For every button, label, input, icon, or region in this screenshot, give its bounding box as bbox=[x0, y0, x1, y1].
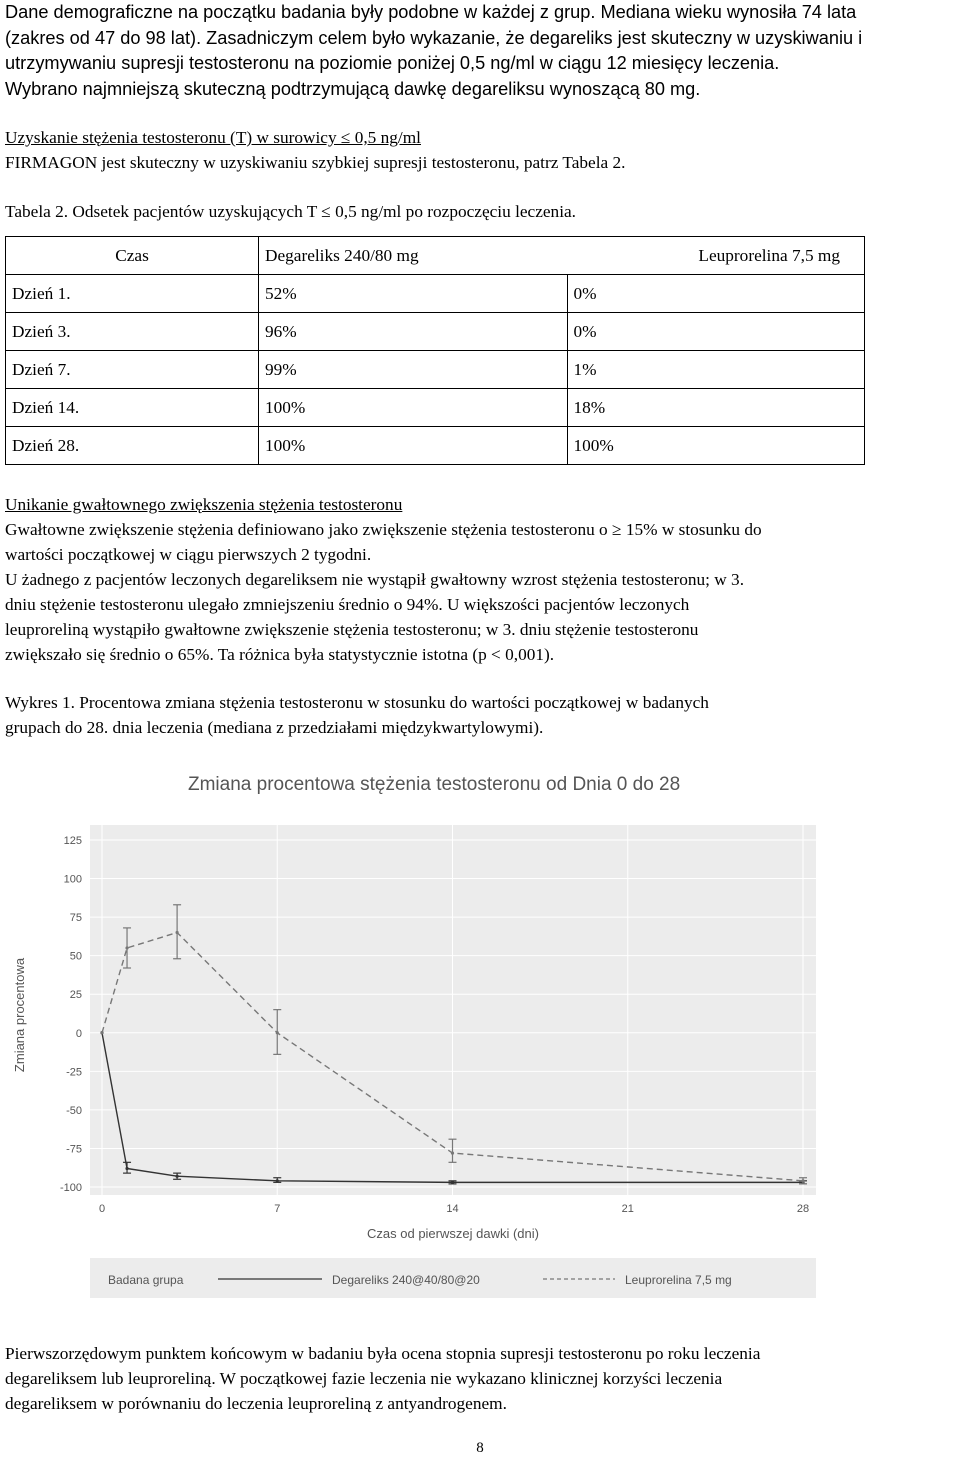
data-point bbox=[100, 1031, 103, 1034]
section-flare-avoidance bbox=[5, 492, 957, 667]
x-tick-label: 14 bbox=[446, 1203, 459, 1215]
intro-line: Wybrano najmniejszą skuteczną podtrzymującą dawkę degareliksu wynoszącą 80 mg. bbox=[5, 78, 701, 99]
section-line: Gwałtowne zwiększenie stężenia definiowano jako zwiększenie stężenia testosteronu o ≥ 15% w stosunku do bbox=[5, 520, 762, 539]
section-line: U żadnego z pacjentów leczonych degareliksem nie wystąpił gwałtowny wzrost stężenia testosteronu; w 3. bbox=[5, 570, 745, 589]
table-cell: 0% bbox=[567, 313, 865, 351]
intro-line: Dane demograficzne na początku badania były podobne w każdej z grup. Mediana wieku wynosiła 74 lata bbox=[5, 2, 857, 22]
y-tick-label: 100 bbox=[63, 873, 82, 886]
legend-title: Badana grupa bbox=[108, 1273, 184, 1287]
table-row bbox=[6, 275, 865, 313]
conclusion-line: degareliksem w porównaniu do leczenia leuproreliną z antyandrogenem. bbox=[5, 1394, 507, 1413]
y-tick-label: -25 bbox=[66, 1066, 82, 1079]
x-axis-label: Czas od pierwszej dawki (dni) bbox=[367, 1226, 539, 1241]
y-tick-label: 0 bbox=[75, 1027, 82, 1040]
y-tick-label: 25 bbox=[69, 989, 82, 1002]
y-axis-label: Zmiana procentowa bbox=[12, 957, 27, 1073]
table-header-cell: Czas bbox=[6, 237, 259, 275]
section-heading: Uzyskanie stężenia testosteronu (T) w surowicy ≤ 0,5 ng/ml bbox=[5, 128, 421, 147]
chart-title: Zmiana procentowa stężenia testosteronu od Dnia 0 do 28 bbox=[188, 774, 681, 795]
table-cell: 0% bbox=[567, 275, 865, 313]
table-cell: 100% bbox=[259, 389, 568, 427]
section-line: dniu stężenie testosteronu ulegało zmniejszeniu średnio o 94%. U większości pacjentów leczonych bbox=[5, 595, 690, 614]
y-tick-label: -75 bbox=[66, 1143, 82, 1156]
section-heading: Unikanie gwałtownego zwiększenia stężenia testosteronu bbox=[5, 495, 403, 514]
section-line: wartości początkowej w ciągu pierwszych 2 tygodni. bbox=[5, 545, 372, 564]
intro-line: (zakres od 47 do 98 lat). Zasadniczym celem było wykazanie, że degareliks jest skuteczny w uzyskiwaniu i bbox=[5, 27, 863, 48]
table-cell: 18% bbox=[567, 389, 865, 427]
y-tick-label: 50 bbox=[69, 950, 82, 963]
table-cell: 52% bbox=[259, 275, 568, 313]
intro-line: utrzymywaniu supresji testosteronu na poziomie poniżej 0,5 ng/ml w ciągu 12 miesięcy leczenia. bbox=[5, 53, 780, 73]
table-row bbox=[6, 389, 865, 427]
section-line: leuproreliną wystąpiło gwałtowne zwiększenie stężenia testosteronu; w 3. dniu stężenie testosteronu bbox=[5, 620, 699, 639]
data-point bbox=[176, 931, 179, 934]
table-header-row bbox=[6, 237, 865, 275]
y-tick-label: -50 bbox=[66, 1104, 82, 1117]
table-row bbox=[6, 351, 865, 389]
page-number: 8 bbox=[476, 1440, 484, 1456]
x-tick-label: 21 bbox=[621, 1203, 634, 1215]
intro-paragraph bbox=[5, 0, 957, 102]
data-point bbox=[176, 1175, 179, 1178]
figure-caption-line: grupach do 28. dnia leczenia (mediana z przedziałami międzykwartylowymi). bbox=[5, 718, 544, 737]
section-line: zwiększało się średnio o 65%. Ta różnica była statystycznie istotna (p < 0,001). bbox=[5, 645, 555, 664]
table-cell: Dzień 28. bbox=[6, 427, 259, 465]
x-tick-label: 28 bbox=[796, 1203, 810, 1215]
section-testosterone-suppression bbox=[5, 125, 957, 175]
table-cell: Dzień 7. bbox=[6, 351, 259, 389]
data-point bbox=[276, 1031, 279, 1034]
figure-caption-line: Wykres 1. Procentowa zmiana stężenia testosteronu w stosunku do wartości początkowej w badanych bbox=[5, 693, 709, 712]
figure-caption bbox=[5, 690, 957, 740]
y-tick-label: 125 bbox=[63, 835, 82, 847]
table-cell: 1% bbox=[567, 351, 865, 389]
y-tick-label: 75 bbox=[69, 912, 82, 925]
legend-label-degarelix: Degareliks 240@40/80@20 bbox=[332, 1273, 480, 1287]
data-point bbox=[125, 1167, 128, 1170]
conclusion-line: degareliksem lub leuproreliną. W początkowej fazie leczenia nie wykazano klinicznej korzyści leczenia bbox=[5, 1369, 723, 1388]
table-cell: 100% bbox=[259, 427, 568, 465]
table-cell: Dzień 1. bbox=[6, 275, 259, 313]
x-tick-label: 0 bbox=[98, 1203, 106, 1215]
table-cell: 96% bbox=[259, 313, 568, 351]
table-row bbox=[6, 313, 865, 351]
testosterone-change-chart bbox=[0, 760, 960, 1320]
table-cell: 100% bbox=[567, 427, 865, 465]
results-table bbox=[5, 236, 865, 465]
section-text: FIRMAGON jest skuteczny w uzyskiwaniu szybkiej supresji testosteronu, patrz Tabela 2. bbox=[5, 153, 626, 172]
conclusion-line: Pierwszorzędowym punktem końcowym w badaniu była ocena stopnia supresji testosteronu po roku leczenia bbox=[5, 1344, 761, 1363]
table-cell: 99% bbox=[259, 351, 568, 389]
table-header-cell: Leuprorelina 7,5 mg bbox=[567, 237, 865, 275]
data-point bbox=[451, 1181, 454, 1184]
x-tick-label: 7 bbox=[274, 1203, 281, 1215]
conclusion-paragraph bbox=[5, 1341, 957, 1416]
legend-label-leuprorelin: Leuprorelina 7,5 mg bbox=[625, 1273, 732, 1287]
data-point bbox=[451, 1151, 454, 1154]
table-header-cell: Degareliks 240/80 mg bbox=[259, 237, 568, 275]
data-point bbox=[125, 946, 128, 949]
y-tick-label: -100 bbox=[59, 1182, 82, 1194]
table-caption: Tabela 2. Odsetek pacjentów uzyskujących T ≤ 0,5 ng/ml po rozpoczęciu leczenia. bbox=[5, 202, 576, 221]
data-point bbox=[801, 1179, 804, 1182]
data-point bbox=[276, 1179, 279, 1182]
table-cell: Dzień 3. bbox=[6, 313, 259, 351]
table-row bbox=[6, 427, 865, 465]
table-cell: Dzień 14. bbox=[6, 389, 259, 427]
